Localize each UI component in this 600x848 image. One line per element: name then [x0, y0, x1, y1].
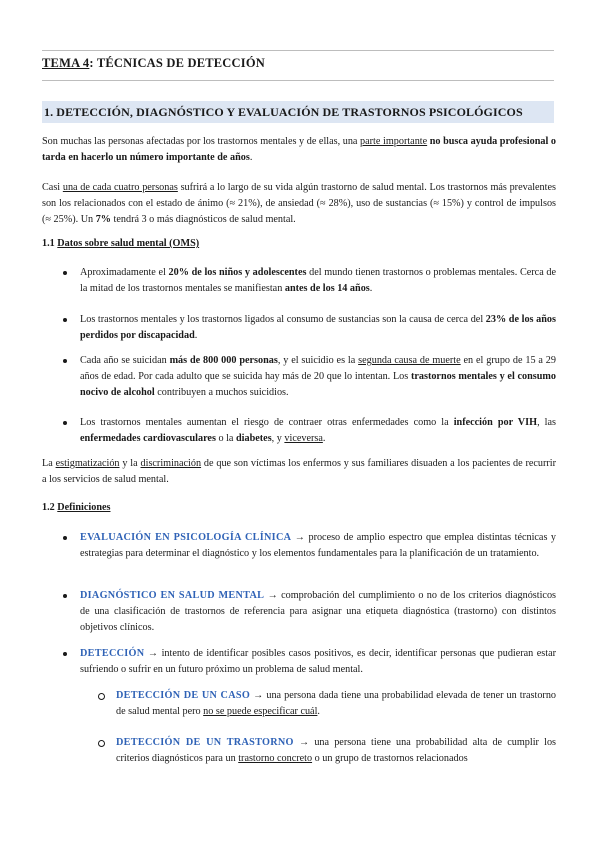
list-item — [80, 353, 556, 401]
definition-term: DIAGNÓSTICO EN SALUD MENTAL — [80, 590, 265, 601]
subsection-1-1-heading — [42, 238, 199, 249]
bold-text: infección por VIH — [453, 417, 538, 428]
text-run: en el grupo de 15 a 29 años de edad. Por cada adulto que se suicida hay más de 20 que lo intentan. Los — [80, 355, 556, 382]
text-run: tendrá 3 o más diagnósticos de salud mental. — [110, 214, 296, 225]
arrow-icon: → — [291, 532, 309, 543]
bullet-icon — [63, 271, 67, 275]
list-item — [80, 312, 556, 344]
subsection-number: 1.2 — [42, 502, 58, 513]
underlined-text: no se puede especificar cuál — [203, 706, 318, 717]
bold-text: trastornos mentales y el consumo nocivo de alcohol — [80, 371, 556, 398]
list-item — [80, 415, 556, 447]
text-run: sufrirá a lo largo de su vida algún trastorno de salud mental. Los trastornos más prevalentes son los relacionados con el estado de ánimo (≈ 21%), de ansiedad (≈ 28%), uso de sustancias (≈ 15%) y control de impulsos (≈ 25%). Un — [42, 182, 556, 225]
arrow-icon: → — [250, 690, 267, 701]
text-run: . — [194, 330, 198, 341]
subsection-title: Definiciones — [57, 502, 111, 513]
text-run: , las — [537, 417, 556, 428]
page-title — [42, 56, 265, 71]
arrow-icon: → — [264, 590, 282, 601]
bold-text: 23% de los años perdidos por discapacidad — [80, 314, 556, 341]
text-run: , y — [271, 433, 285, 444]
text-run: . — [249, 152, 253, 163]
section-1-heading — [42, 101, 554, 123]
bold-text: 20% de los niños y adolescentes — [168, 267, 307, 278]
bullet-icon — [63, 536, 67, 540]
underlined-text: trastorno concreto — [238, 753, 313, 764]
text-run: de que son víctimas los enfermos y sus familiares disuaden a los pacientes de recurrir a los servicios de salud mental. — [42, 458, 557, 485]
definition-text: proceso de amplio espectro que emplea distintas técnicas y estrategias para determinar el diagnóstico y los elementos fundamentales para la planificación de un tratamiento. — [80, 532, 557, 559]
text-run: . — [322, 433, 326, 444]
tema-title: : TÉCNICAS DE DETECCIÓN — [89, 56, 265, 70]
text-run: del mundo tienen trastornos o problemas mentales. Cerca de la mitad de los trastornos mentales se manifiestan — [80, 267, 557, 294]
definition-term: EVALUACIÓN EN PSICOLOGÍA CLÍNICA — [80, 532, 292, 543]
text-run: una persona tiene una probabilidad alta de cumplir los criterios diagnósticos para un — [116, 737, 556, 764]
definition-item — [80, 530, 556, 562]
underlined-text: viceversa — [284, 433, 323, 444]
bullet-icon — [63, 359, 67, 363]
arrow-icon: → — [144, 648, 162, 659]
title-rule — [42, 80, 554, 81]
definition-term: DETECCIÓN — [80, 648, 145, 659]
underlined-text: segunda causa de muerte — [358, 355, 461, 366]
bold-text: más de 800 000 personas — [169, 355, 278, 366]
subdefinition-item — [116, 688, 556, 720]
definition-text: comprobación del cumplimiento o no de los criterios diagnósticos de una clasificación de trastornos de referencia para asignar una etiqueta diagnóstica (trastorno) con distintos objetivos clínicos. — [80, 590, 556, 633]
bold-text: no busca ayuda profesional o tarda en hacerlo un número importante de años — [42, 136, 556, 163]
bullet-icon — [63, 594, 67, 598]
bold-text: antes de los 14 años — [284, 283, 370, 294]
bold-text: diabetes — [236, 433, 272, 444]
subdefinition-item — [116, 735, 556, 767]
underlined-text: parte importante — [360, 136, 428, 147]
text-run: Los trastornos mentales y los trastornos ligados al consumo de sustancias son la causa de cerca del — [80, 314, 486, 325]
text-run: . — [317, 706, 320, 717]
text-run: Cada año se suicidan — [80, 355, 170, 366]
text-run: contribuyen a muchos suicidios. — [154, 387, 289, 398]
bullet-icon — [63, 652, 67, 656]
bullet-icon — [63, 421, 67, 425]
subsection-title: Datos sobre salud mental (OMS) — [57, 238, 200, 249]
underlined-text: una de cada cuatro personas — [62, 182, 178, 193]
stigma-paragraph — [42, 456, 556, 488]
circle-bullet-icon — [98, 693, 105, 700]
arrow-icon: → — [293, 737, 315, 748]
bold-text: enfermedades cardiovasculares — [80, 433, 216, 444]
text-run: y la — [119, 458, 141, 469]
subsection-number: 1.1 — [42, 238, 58, 249]
underlined-text: discriminación — [140, 458, 202, 469]
definition-term: DETECCIÓN DE UN CASO — [116, 690, 251, 701]
definition-item — [80, 646, 556, 678]
text-run: La — [42, 458, 56, 469]
circle-bullet-icon — [98, 740, 105, 747]
top-rule — [42, 50, 554, 51]
text-run: o un grupo de trastornos relacionados — [312, 753, 468, 764]
definition-text: intento de identificar posibles casos positivos, es decir, identificar personas que pudieran estar sufriendo o sufrir en un futuro próximo un problema de salud mental. — [80, 648, 556, 675]
stats-paragraph — [42, 180, 556, 228]
underlined-text: estigmatización — [55, 458, 120, 469]
text-run: Casi — [42, 182, 63, 193]
subsection-1-2-heading — [42, 502, 110, 513]
bullet-icon — [63, 318, 67, 322]
definition-term: DETECCIÓN DE UN TRASTORNO — [116, 737, 294, 748]
text-run: o la — [215, 433, 236, 444]
list-item — [80, 265, 556, 297]
definition-item — [80, 588, 556, 636]
text-run: Los trastornos mentales aumentan el riesgo de contraer otras enfermedades como la — [80, 417, 454, 428]
section-1-heading-text: 1. DETECCIÓN, DIAGNÓSTICO Y EVALUACIÓN DE TRASTORNOS PSICOLÓGICOS — [44, 105, 523, 119]
text-run: una persona dada tiene una probabilidad elevada de tener un trastorno de salud mental pero — [116, 690, 557, 717]
tema-label: TEMA 4 — [42, 56, 90, 70]
text-run: Son muchas las personas afectadas por los trastornos mentales y de ellas, una — [42, 136, 361, 147]
text-run: , y el suicidio es la — [277, 355, 359, 366]
text-run: Aproximadamente el — [80, 267, 169, 278]
text-run: . — [369, 283, 373, 294]
intro-paragraph — [42, 134, 556, 166]
bold-text: 7% — [95, 214, 111, 225]
